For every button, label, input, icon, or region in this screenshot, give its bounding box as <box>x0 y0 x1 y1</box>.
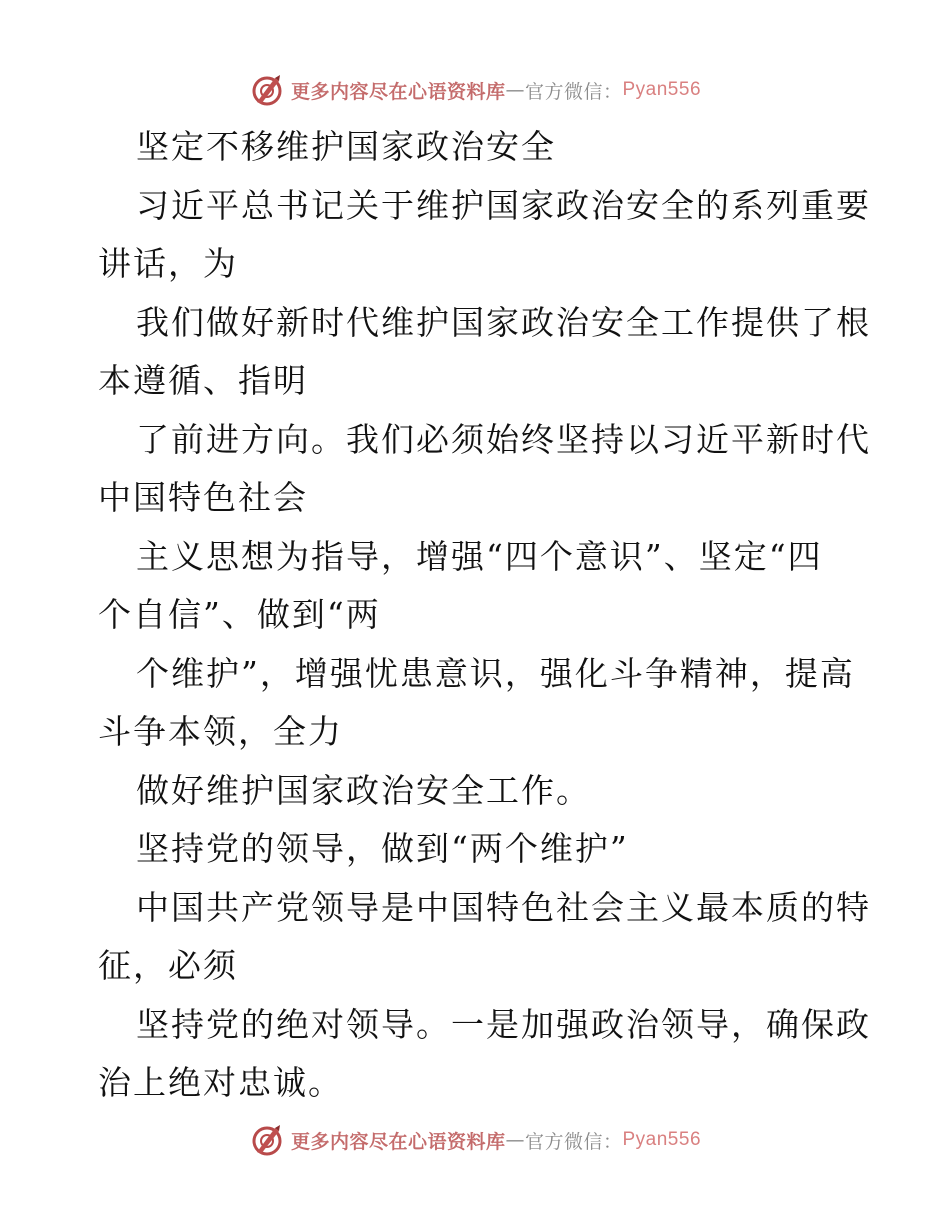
text-line: 征，必须 <box>98 946 238 985</box>
text-line: 中国共产党领导是中国特色社会主义最本质的特 <box>136 887 871 927</box>
watermark-wechat-label: 官方微信： <box>524 80 623 103</box>
watermark-wechat-label: 官方微信： <box>524 1130 623 1153</box>
text-line: 我们做好新时代维护国家政治安全工作提供了根 <box>136 302 871 342</box>
watermark-dash: — <box>505 79 525 101</box>
text-line: 讲话，为 <box>98 244 238 283</box>
brush-logo-icon <box>249 1122 285 1158</box>
brush-logo-icon <box>249 72 285 108</box>
text-line: 斗争本领，全力 <box>98 712 343 751</box>
text-line: 个自信”、做到“两 <box>98 595 381 634</box>
watermark-site-text: 更多内容尽在心语资料库 <box>290 1130 506 1153</box>
watermark-dash: — <box>505 1129 525 1151</box>
text-line: 坚持党的绝对领导。一是加强政治领导，确保政 <box>136 1004 871 1044</box>
watermark-wechat-id: Pyan556 <box>622 1129 702 1150</box>
header-watermark <box>0 70 950 110</box>
text-line: 坚定不移维护国家政治安全 <box>136 127 556 166</box>
text-line: 主义思想为指导，增强“四个意识”、坚定“四 <box>136 536 823 576</box>
watermark-site-text: 更多内容尽在心语资料库 <box>290 80 506 103</box>
document-body <box>98 118 871 1113</box>
text-line: 做好维护国家政治安全工作。 <box>136 770 591 810</box>
text-line: 个维护”，增强忧患意识，强化斗争精神，提高 <box>136 653 855 693</box>
text-line: 中国特色社会 <box>98 478 308 517</box>
text-line: 坚持党的领导，做到“两个维护” <box>136 829 629 868</box>
watermark-wechat-id: Pyan556 <box>622 79 702 100</box>
text-line: 习近平总书记关于维护国家政治安全的系列重要 <box>136 185 871 225</box>
footer-watermark <box>0 1120 950 1160</box>
text-line: 本遵循、指明 <box>98 361 308 400</box>
text-line: 了前进方向。我们必须始终坚持以习近平新时代 <box>136 419 871 459</box>
text-line: 治上绝对忠诚。 <box>98 1063 343 1102</box>
